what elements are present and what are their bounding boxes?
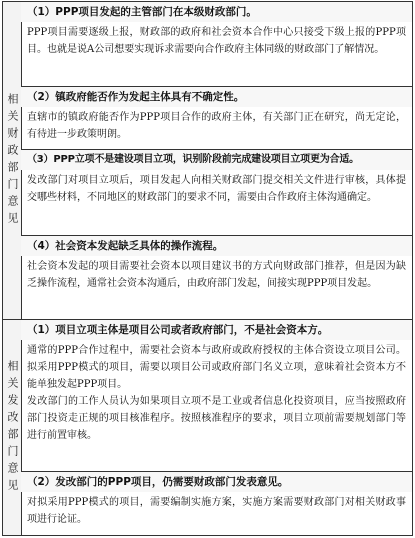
- ndrc-side-label: 相关发改部门意见: [6, 359, 19, 496]
- opinion-heading: （4）社会资本发起缺乏具体的操作流程。: [21, 236, 412, 256]
- opinion-paragraph: 直辖市的镇政府能否作为PPP项目合作的政府主体，有关部门正在研究，尚无定论，有待进一步政策明朗。: [27, 112, 406, 140]
- opinion-heading: （1）PPP项目发起的主管部门在本级财政部门。: [21, 2, 412, 22]
- opinion-item: [21, 2, 412, 87]
- ndrc-opinion-group: [3, 320, 412, 535]
- opinion-paragraph: 通常的PPP合作过程中，需要社会资本与政府或政府授权的主体合资设立项目公司。拟采用PPP模式的项目，需要以项目公司或政府部门名义立项，意味着社会资本方不能单独发起PPP项目。: [27, 345, 406, 390]
- finance-side-label-cell: [3, 2, 22, 319]
- opinion-item: [21, 320, 412, 472]
- ndrc-side-label-cell: [3, 320, 22, 535]
- opinion-paragraph: PPP项目需要逐级上报，财政部的政府和社会资本合作中心只接受下级上报的PPP项目。也就是说A公司想要实现诉求需要向合作政府主体同级的财政部门了解情况。: [27, 27, 406, 55]
- finance-opinion-group: [3, 2, 412, 320]
- opinion-heading: （2）发改部门的PPP项目，仍需要财政部门发表意见。: [21, 472, 412, 492]
- finance-side-label: 相关财政部门意见: [6, 92, 19, 229]
- opinion-heading: （3）PPP立项不是建设项目立项，识别阶段前完成建设项目立项更为合适。: [21, 150, 412, 170]
- opinion-item: [21, 236, 412, 320]
- opinion-table: [2, 1, 413, 536]
- opinion-paragraph: 对拟采用PPP模式的项目，需要编制实施方案，实施方案需要财政部门对相关财政事项进行论证。: [27, 497, 406, 525]
- finance-opinion-content: [21, 2, 412, 319]
- opinion-item: [21, 472, 412, 535]
- opinion-item: [21, 87, 412, 150]
- opinion-paragraph: 社会资本发起的项目需要社会资本以项目建议书的方式向财政部门推荐，但是因为缺乏操作流程，通常社会资本沟通后，由政府部门发起，间接实现PPP项目发起。: [27, 261, 406, 289]
- ndrc-opinion-content: [21, 320, 412, 535]
- opinion-paragraph: 发改部门对项目立项后，项目发起人向相关财政部门提交相关文件进行审核，具体提交哪些材料，不同地区的财政部门的要求不同，需要由合作政府主体沟通确定。: [27, 175, 406, 203]
- opinion-heading: （2）镇政府能否作为发起主体具有不确定性。: [21, 87, 412, 107]
- opinion-heading: （1）项目立项主体是项目公司或者政府部门，不是社会资本方。: [21, 320, 412, 340]
- opinion-item: [21, 150, 412, 236]
- opinion-paragraph: 发改部门的工作人员认为如果项目立项不是工业或者信息化投资项目，应当按照政府部门投资走正规的项目核准程序。按照核准程序的要求，项目立项前需要规划部门等进行前置审核。: [27, 396, 406, 441]
